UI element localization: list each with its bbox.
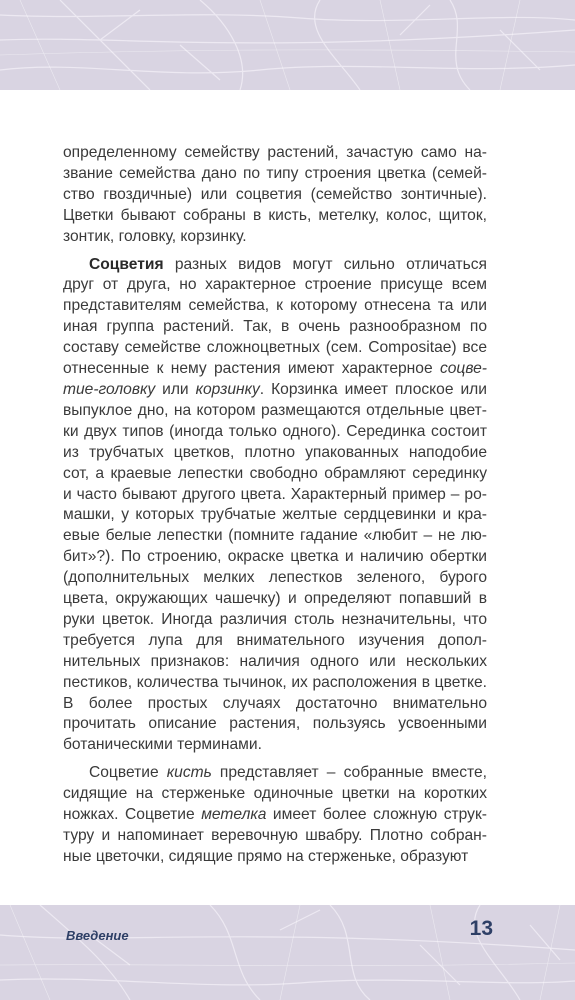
text-run: представляет – собранные вместе, сидящие на стерженьке одиночные цветки на коротких ножках. Соцветие bbox=[63, 764, 487, 824]
text-run: имеет более сложную структуру и напоминает веревочную швабру. Плотно собранные цветочки, сидящие прямо на стерженьке, образуют bbox=[63, 806, 487, 865]
italic-term: соцветие-головку bbox=[63, 360, 487, 398]
header-decoration-band bbox=[0, 0, 575, 90]
body-paragraph bbox=[63, 763, 487, 868]
running-footer-section-title: Введение bbox=[66, 928, 129, 943]
italic-term: кисть bbox=[166, 764, 212, 782]
body-paragraph bbox=[63, 255, 487, 757]
text-run: разных видов могут сильно отличаться друг от друга, но характерное строение присуще всем представителям семейства, к которому отнесена та или иная группа растений. Так, в очень разнообразном по составу семействе сложноцветных (сем. Compositae) все отнесенные к нему растения имеют характерное bbox=[63, 255, 487, 378]
body-paragraph bbox=[63, 143, 487, 248]
text-run: или bbox=[155, 380, 196, 398]
italic-term: корзинку bbox=[195, 380, 260, 398]
text-run: . Корзинка имеет плоское или выпуклое дно, на котором размещаются отдельные цветки двух типов (иногда только одного). Серединка состоит из трубчатых цветков, плотно упакованных наподобие сот, а краевые лепестки свободно обрамляют серединку и часто бывают другого цвета. Характерный пример – ромашки, у которых трубчатые желтые сердцевинки и краевые белые лепестки (помните гадание «любит – не любит»?). По строению, окраске цветка и наличию обертки (дополнительных мелких лепестков зеленого, бурого цвета, окружающих чашечку) и определяют попавший в руки цветок. Иногда различия столь незначительны, что требуется лупа для внимательного изучения дополнительных признаков: наличия одного или нескольких пестиков, количества тычинок, их расположения в цветке. В более простых случаях достаточно внимательно прочитать описание растения, пользуясь усвоенными ботаническими терминами. bbox=[63, 380, 487, 754]
leaf-vein-texture bbox=[0, 0, 575, 90]
text-run: Соцветие bbox=[89, 764, 167, 782]
italic-term: метелка bbox=[201, 806, 267, 824]
text-run: определенному семейству растений, зачастую само название семейства дано по типу строения цветка (семейство гвоздичные) или соцветия (семейство зонтичные). Цветки бывают собраны в кисть, метелку, колос, щиток, зонтик, головку, корзинку. bbox=[63, 144, 487, 245]
page-body-text bbox=[63, 143, 487, 868]
bold-term: Соцветия bbox=[89, 255, 164, 273]
page-number: 13 bbox=[469, 917, 493, 940]
